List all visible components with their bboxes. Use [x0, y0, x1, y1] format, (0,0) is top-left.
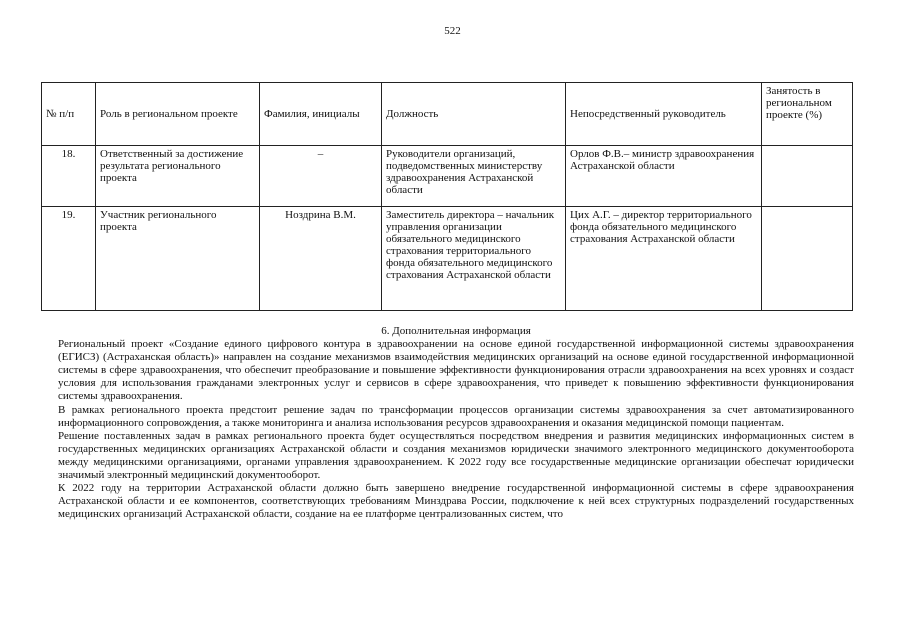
- paragraph: К 2022 году на территории Астраханской области должно быть завершено внедрение государственной информационной системы в сфере здравоохранения Астраханской области и ее компонентов, соответствующих требованиям Минздрава России, подключение к ней всех структурных подразделений государственных медицинских организаций Астраханской области, создание на ее платформе централизованных систем, что: [58, 482, 854, 521]
- page-number: 522: [444, 25, 461, 37]
- table-row: [42, 207, 853, 311]
- header-num: № п/п: [42, 83, 96, 146]
- paragraph: Решение поставленных задач в рамках регионального проекта будет осуществляться посредством внедрения и развития медицинских информационных систем в государственных медицинских организациях Астраханской области и создания механизмов юридически значимого электронного медицинского документооборота между медицинскими организациями, органами управления здравоохранением. К 2022 году все государственные медицинские организации обеспечат юридически значимый электронный медицинский документооборот.: [58, 429, 854, 482]
- row-occupancy: [762, 146, 853, 207]
- row-name: Ноздрина В.М.: [260, 207, 382, 311]
- row-num: 19.: [42, 207, 96, 311]
- row-name: –: [260, 146, 382, 207]
- table-row: [42, 146, 853, 207]
- section-title: 6. Дополнительная информация: [381, 325, 531, 337]
- row-position: Руководители организаций, подведомственных министерству здравоохранения Астраханской области: [382, 146, 566, 207]
- row-supervisor: Цих А.Г. – директор территориального фонда обязательного медицинского страхования Астраханской области: [566, 207, 762, 311]
- row-occupancy: [762, 207, 853, 311]
- row-role: Участник регионального проекта: [96, 207, 260, 311]
- paragraph: В рамках регионального проекта предстоит решение задач по трансформации процессов организации системы здравоохранения за счет автоматизированного информационного сопровождения, а также мониторинга и анализа использования ресурсов здравоохранения и оказания медицинской помощи пациентам.: [58, 403, 854, 429]
- row-supervisor: Орлов Ф.В.– министр здравоохранения Астраханской области: [566, 146, 762, 207]
- header-supervisor: Непосредственный руководитель: [566, 83, 762, 146]
- header-role: Роль в региональном проекте: [96, 83, 260, 146]
- header-occupancy: Занятость в региональном проекте (%): [762, 83, 853, 146]
- row-num: 18.: [42, 146, 96, 207]
- header-name: Фамилия, инициалы: [260, 83, 382, 146]
- row-position: Заместитель директора – начальник управления организации обязательного медицинского страхования территориального фонда обязательного медицинского страхования Астраханской области: [382, 207, 566, 311]
- paragraph: Региональный проект «Создание единого цифрового контура в здравоохранении на основе единой государственной информационной системы здравоохранения (ЕГИСЗ) (Астраханская область)» направлен на создание механизмов взаимодействия медицинских организаций на основе единой государственной информационной системы в сфере здравоохранения, что обеспечит преобразование и повышение эффективности функционирования отрасли здравоохранения на всех уровнях и создаст условия для использования гражданами электронных услуг и сервисов в сфере здравоохранения, что приведет к повышению эффективности функционирования системы здравоохранения.: [58, 338, 854, 403]
- table-header-row: [42, 83, 853, 146]
- row-role: Ответственный за достижение результата регионального проекта: [96, 146, 260, 207]
- participants-table: [41, 82, 853, 311]
- additional-info-section: [58, 325, 854, 521]
- header-position: Должность: [382, 83, 566, 146]
